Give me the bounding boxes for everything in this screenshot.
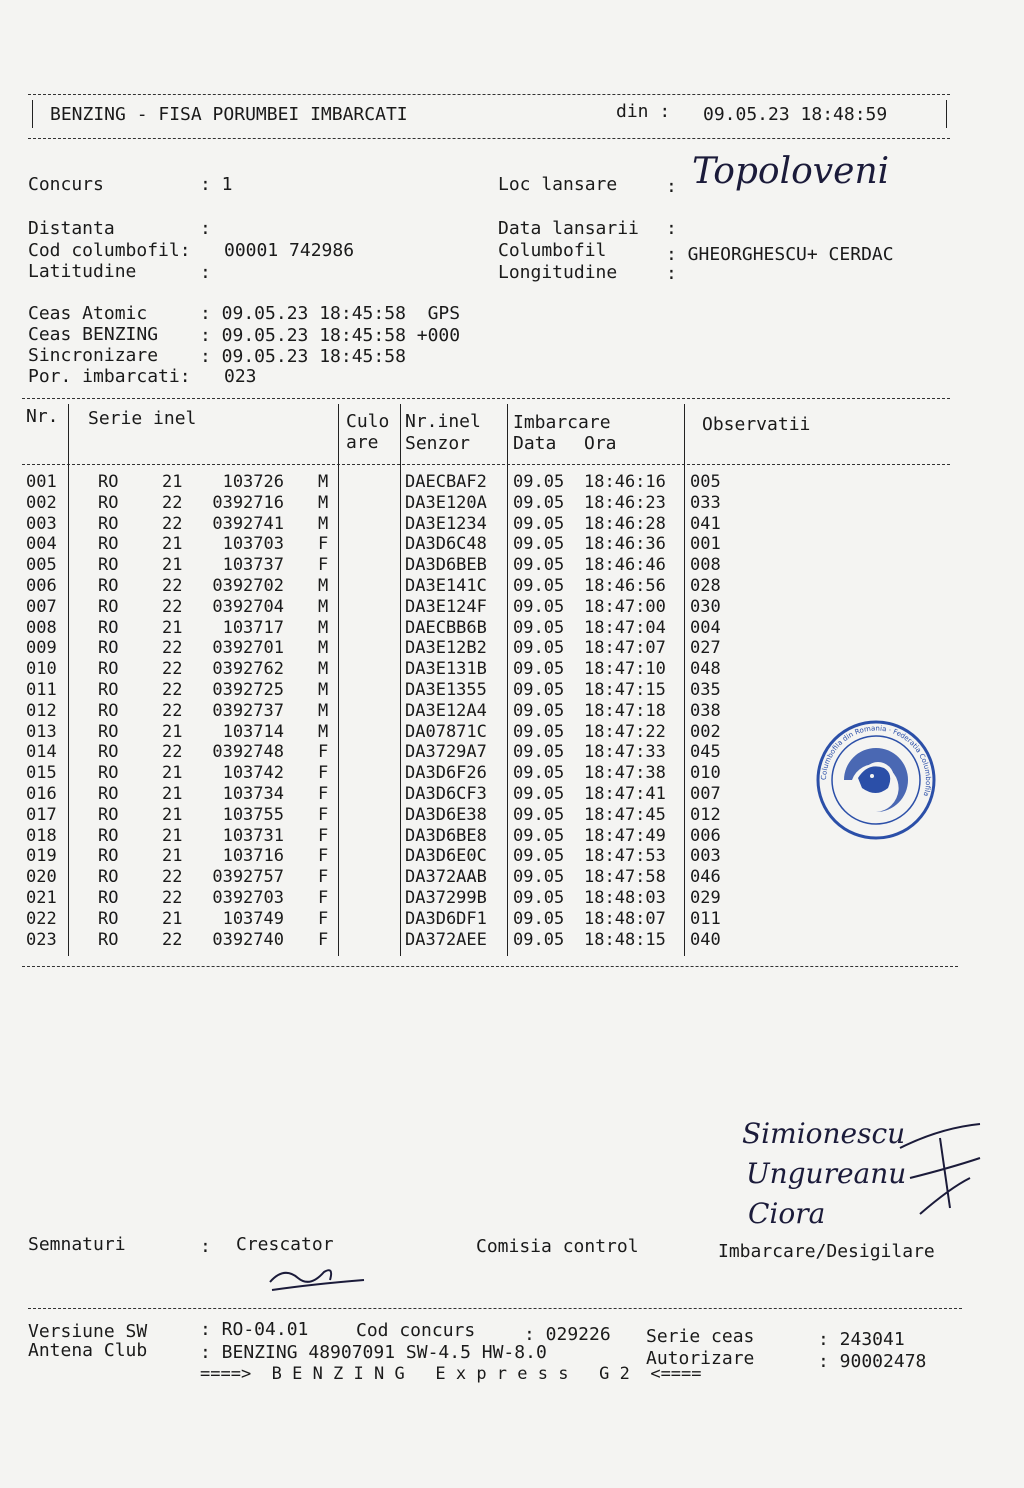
row-country: RO — [98, 555, 119, 576]
row-sex: M — [318, 659, 329, 680]
row-nr: 001 — [26, 472, 57, 492]
row-ring-number: 103742 — [222, 763, 284, 784]
row-sensor: DA3E131B — [405, 659, 487, 680]
row-sex: F — [318, 742, 329, 763]
row-sex: M — [318, 700, 329, 721]
row-year: 22 — [162, 513, 183, 534]
col-header-nr: Nr. — [26, 406, 59, 427]
row-sex: M — [318, 492, 329, 513]
latitudine-label: Latitudine — [28, 261, 137, 282]
data-lansarii-label: Data lansarii — [498, 218, 639, 239]
row-country: RO — [98, 846, 119, 867]
row-obs: 045 — [690, 742, 721, 763]
table-row — [22, 888, 952, 909]
row-nr: 006 — [26, 576, 57, 596]
row-sensor: DA3E1355 — [405, 680, 487, 700]
row-year: 21 — [162, 721, 183, 742]
row-sensor: DA3D6BEB — [405, 555, 487, 576]
row-sensor: DA3E124F — [405, 596, 487, 617]
row-nr: 021 — [26, 888, 57, 908]
row-sensor: DA3D6E38 — [405, 804, 487, 825]
row-date: 09.05 — [513, 472, 565, 492]
loc-lansare-label: Loc lansare — [498, 174, 618, 195]
row-year: 21 — [162, 804, 183, 825]
row-sex: M — [318, 576, 329, 596]
row-sensor: DA3E12B2 — [405, 638, 487, 659]
row-sensor: DA3D6E0C — [405, 846, 487, 867]
row-nr: 011 — [26, 680, 57, 700]
cod-columbofil-value: 00001 742986 — [224, 240, 355, 261]
row-obs: 002 — [690, 721, 721, 742]
row-time: 18:46:28 — [584, 513, 666, 534]
row-sensor: DA3E1234 — [405, 513, 487, 534]
autorizare-value: : 90002478 — [818, 1351, 927, 1372]
row-obs: 008 — [690, 555, 721, 576]
row-country: RO — [98, 721, 119, 742]
row-sensor: DA3D6BE8 — [405, 825, 487, 846]
row-sensor: DA3729A7 — [405, 742, 487, 763]
row-time: 18:47:15 — [584, 680, 666, 700]
table-row — [22, 534, 952, 555]
row-nr: 015 — [26, 763, 57, 784]
row-country: RO — [98, 534, 119, 555]
stamp-text: Columbofila din Romania · Federatia Columbofila — [819, 724, 933, 798]
col-header-observatii: Observatii — [702, 414, 811, 435]
row-date: 09.05 — [513, 888, 565, 908]
row-date: 09.05 — [513, 617, 565, 638]
row-time: 18:47:07 — [584, 638, 666, 659]
ceas-atomic-label: Ceas Atomic — [28, 303, 148, 324]
row-country: RO — [98, 784, 119, 804]
row-nr: 005 — [26, 555, 57, 576]
row-date: 09.05 — [513, 534, 565, 555]
row-time: 18:47:00 — [584, 596, 666, 617]
table-row — [22, 930, 952, 951]
row-year: 22 — [162, 742, 183, 763]
row-sensor: DAECBAF2 — [405, 472, 487, 492]
col-header-data: Data — [513, 433, 557, 454]
row-country: RO — [98, 804, 119, 825]
row-ring-number: 103731 — [222, 825, 284, 846]
row-ring-number: 103703 — [222, 534, 284, 555]
row-ring-number: 103714 — [222, 721, 284, 742]
autorizare-label: Autorizare — [646, 1348, 755, 1369]
row-time: 18:46:46 — [584, 555, 666, 576]
row-country: RO — [98, 742, 119, 763]
table-bottom-border — [22, 966, 958, 967]
row-obs: 033 — [690, 492, 721, 513]
table-row — [22, 638, 952, 659]
row-nr: 007 — [26, 596, 57, 617]
row-country: RO — [98, 888, 119, 908]
distanta-label: Distanta — [28, 218, 115, 239]
row-country: RO — [98, 472, 119, 492]
columbofil-value: : GHEORGHESCU+ CERDAC — [666, 244, 894, 265]
row-country: RO — [98, 680, 119, 700]
row-sensor: DA372AAB — [405, 867, 487, 888]
table-row — [22, 680, 952, 701]
row-nr: 003 — [26, 513, 57, 534]
row-country: RO — [98, 513, 119, 534]
col-header-imbarcare: Imbarcare — [513, 412, 611, 433]
latitudine-sep: : — [200, 262, 211, 283]
row-date: 09.05 — [513, 804, 565, 825]
row-sensor: DA3D6F26 — [405, 763, 487, 784]
signature-flourish — [880, 1118, 990, 1228]
table-row — [22, 597, 952, 618]
row-year: 21 — [162, 763, 183, 784]
row-sensor: DA07871C — [405, 721, 487, 742]
por-imbarcati-value: 023 — [224, 366, 257, 387]
table-row — [22, 722, 952, 743]
row-nr: 010 — [26, 659, 57, 680]
row-obs: 005 — [690, 472, 721, 492]
row-time: 18:46:16 — [584, 472, 666, 492]
row-ring-number: 0392702 — [212, 576, 284, 596]
row-ring-number: 0392762 — [212, 659, 284, 680]
col-header-culo: Culo — [346, 411, 390, 432]
col-header-serie-inel: Serie inel — [88, 408, 197, 429]
row-nr: 013 — [26, 721, 57, 742]
row-obs: 004 — [690, 617, 721, 638]
row-nr: 009 — [26, 638, 57, 659]
row-time: 18:47:33 — [584, 742, 666, 763]
row-ring-number: 0392737 — [212, 700, 284, 721]
sincronizare-value: : 09.05.23 18:45:58 — [200, 346, 406, 367]
row-sex: F — [318, 825, 329, 846]
table-top-border — [22, 398, 950, 399]
row-year: 22 — [162, 576, 183, 596]
row-sex: F — [318, 846, 329, 867]
row-year: 22 — [162, 638, 183, 659]
row-obs: 048 — [690, 659, 721, 680]
row-date: 09.05 — [513, 700, 565, 721]
federation-stamp — [814, 718, 938, 842]
row-date: 09.05 — [513, 555, 565, 576]
handwritten-signature-2: Ungureanu — [746, 1157, 907, 1190]
row-country: RO — [98, 659, 119, 680]
row-date: 09.05 — [513, 721, 565, 742]
row-time: 18:48:15 — [584, 929, 666, 950]
row-nr: 020 — [26, 867, 57, 888]
sincronizare-label: Sincronizare — [28, 345, 159, 366]
row-sex: M — [318, 721, 329, 742]
table-row — [22, 493, 952, 514]
row-time: 18:48:03 — [584, 888, 666, 908]
row-sex: F — [318, 555, 329, 576]
row-country: RO — [98, 763, 119, 784]
row-country: RO — [98, 867, 119, 888]
row-sensor: DA3D6C48 — [405, 534, 487, 555]
table-row — [22, 784, 952, 805]
row-sex: F — [318, 888, 329, 908]
versiune-sw-value: : RO-04.01 — [200, 1319, 309, 1340]
row-time: 18:46:23 — [584, 492, 666, 513]
row-country: RO — [98, 825, 119, 846]
row-time: 18:47:41 — [584, 784, 666, 804]
row-date: 09.05 — [513, 846, 565, 867]
row-obs: 028 — [690, 576, 721, 596]
table-row — [22, 846, 952, 867]
row-obs: 001 — [690, 534, 721, 555]
row-year: 22 — [162, 659, 183, 680]
row-date: 09.05 — [513, 576, 565, 596]
row-year: 22 — [162, 929, 183, 950]
row-nr: 002 — [26, 492, 57, 513]
longitudine-label: Longitudine — [498, 262, 618, 283]
header-right-border — [946, 100, 947, 128]
row-country: RO — [98, 638, 119, 659]
row-time: 18:47:04 — [584, 617, 666, 638]
por-imbarcati-label: Por. imbarcati: — [28, 366, 191, 387]
table-row — [22, 659, 952, 680]
row-date: 09.05 — [513, 763, 565, 784]
row-date: 09.05 — [513, 659, 565, 680]
row-time: 18:47:18 — [584, 700, 666, 721]
row-date: 09.05 — [513, 680, 565, 700]
row-nr: 023 — [26, 929, 57, 950]
col-header-nr-inel: Nr.inel — [405, 411, 481, 432]
cod-columbofil-label: Cod columbofil: — [28, 240, 191, 261]
row-sex: M — [318, 638, 329, 659]
row-ring-number: 0392725 — [212, 680, 284, 700]
row-obs: 012 — [690, 804, 721, 825]
row-country: RO — [98, 596, 119, 617]
benzing-express-line: ====> B E N Z I N G E x p r e s s G 2 <==== — [200, 1364, 702, 1384]
data-lansarii-sep: : — [666, 218, 677, 239]
row-obs: 038 — [690, 700, 721, 721]
table-row — [22, 867, 952, 888]
loc-lansare-sep: : — [666, 176, 677, 197]
row-obs: 041 — [690, 513, 721, 534]
handwritten-signature-1: Simionescu — [742, 1117, 906, 1150]
table-row — [22, 742, 952, 763]
table-row — [22, 805, 952, 826]
row-year: 21 — [162, 846, 183, 867]
row-sex: F — [318, 784, 329, 804]
semnaturi-label: Semnaturi — [28, 1234, 126, 1255]
row-sex: M — [318, 596, 329, 617]
row-date: 09.05 — [513, 929, 565, 950]
table-row — [22, 826, 952, 847]
loc-lansare-handwritten: Topoloveni — [692, 151, 890, 192]
row-time: 18:47:10 — [584, 659, 666, 680]
row-sensor: DA37299B — [405, 888, 487, 908]
row-year: 22 — [162, 680, 183, 700]
row-ring-number: 103716 — [222, 846, 284, 867]
header-bottom-border — [28, 138, 950, 139]
row-ring-number: 103755 — [222, 804, 284, 825]
row-date: 09.05 — [513, 825, 565, 846]
row-obs: 006 — [690, 825, 721, 846]
row-obs: 003 — [690, 846, 721, 867]
row-year: 21 — [162, 784, 183, 804]
row-ring-number: 103734 — [222, 784, 284, 804]
antena-club-value: : BENZING 48907091 SW-4.5 HW-8.0 — [200, 1342, 547, 1363]
row-sex: F — [318, 929, 329, 950]
row-date: 09.05 — [513, 492, 565, 513]
antena-club-label: Antena Club — [28, 1340, 148, 1361]
row-time: 18:47:58 — [584, 867, 666, 888]
row-time: 18:47:45 — [584, 804, 666, 825]
row-country: RO — [98, 576, 119, 596]
handwritten-signature-3: Ciora — [748, 1197, 826, 1230]
row-sex: F — [318, 867, 329, 888]
row-obs: 030 — [690, 596, 721, 617]
row-ring-number: 0392741 — [212, 513, 284, 534]
row-obs: 011 — [690, 908, 721, 929]
table-row — [22, 472, 952, 493]
row-nr: 019 — [26, 846, 57, 867]
row-ring-number: 0392757 — [212, 867, 284, 888]
row-ring-number: 103737 — [222, 555, 284, 576]
footer-top-border — [28, 1308, 962, 1309]
distanta-sep: : — [200, 218, 211, 239]
row-year: 22 — [162, 596, 183, 617]
crescator-signature — [264, 1262, 374, 1296]
row-nr: 016 — [26, 784, 57, 804]
row-date: 09.05 — [513, 867, 565, 888]
header-top-border — [28, 94, 950, 95]
row-sensor: DAECBB6B — [405, 617, 487, 638]
row-ring-number: 0392704 — [212, 596, 284, 617]
row-time: 18:46:56 — [584, 576, 666, 596]
row-sex: F — [318, 908, 329, 929]
row-obs: 046 — [690, 867, 721, 888]
row-nr: 004 — [26, 534, 57, 555]
row-date: 09.05 — [513, 908, 565, 929]
din-value: 09.05.23 18:48:59 — [703, 104, 888, 125]
col-header-ora: Ora — [584, 433, 617, 454]
row-time: 18:47:22 — [584, 721, 666, 742]
row-ring-number: 103749 — [222, 908, 284, 929]
row-ring-number: 0392748 — [212, 742, 284, 763]
col-header-are: are — [346, 432, 379, 453]
row-nr: 018 — [26, 825, 57, 846]
table-row — [22, 514, 952, 535]
row-country: RO — [98, 700, 119, 721]
row-country: RO — [98, 929, 119, 950]
row-sensor: DA3D6DF1 — [405, 908, 487, 929]
ceas-benzing-label: Ceas BENZING — [28, 324, 159, 345]
row-sex: F — [318, 763, 329, 784]
row-sensor: DA3D6CF3 — [405, 784, 487, 804]
row-date: 09.05 — [513, 596, 565, 617]
row-sensor: DA3E141C — [405, 576, 487, 596]
row-ring-number: 103726 — [222, 472, 284, 492]
header-left-border — [32, 100, 33, 128]
table-header-bottom-border — [22, 464, 950, 465]
row-nr: 017 — [26, 804, 57, 825]
serie-ceas-value: : 243041 — [818, 1329, 905, 1350]
row-nr: 012 — [26, 700, 57, 721]
table-row — [22, 909, 952, 930]
row-ring-number: 0392740 — [212, 929, 284, 950]
row-time: 18:47:38 — [584, 763, 666, 784]
row-year: 22 — [162, 700, 183, 721]
ceas-benzing-value: : 09.05.23 18:45:58 +000 — [200, 325, 461, 346]
table-row — [22, 763, 952, 784]
row-year: 21 — [162, 825, 183, 846]
crescator-label: Crescator — [236, 1234, 334, 1255]
row-year: 22 — [162, 888, 183, 908]
row-ring-number: 0392701 — [212, 638, 284, 659]
row-sensor: DA372AEE — [405, 929, 487, 950]
row-sensor: DA3E120A — [405, 492, 487, 513]
concurs-label: Concurs — [28, 174, 104, 195]
cod-concurs-label: Cod concurs — [356, 1320, 476, 1341]
ceas-atomic-value: : 09.05.23 18:45:58 GPS — [200, 303, 461, 324]
row-sex: M — [318, 513, 329, 534]
imbarcare-desigilare-label: Imbarcare/Desigilare — [718, 1241, 935, 1262]
row-sex: M — [318, 472, 329, 492]
concurs-value: : 1 — [200, 174, 233, 195]
row-year: 21 — [162, 534, 183, 555]
table-row — [22, 618, 952, 639]
row-obs: 035 — [690, 680, 721, 700]
document-title: BENZING - FISA PORUMBEI IMBARCATI — [50, 104, 408, 125]
row-nr: 014 — [26, 742, 57, 763]
row-year: 22 — [162, 492, 183, 513]
table-row — [22, 576, 952, 597]
row-obs: 027 — [690, 638, 721, 659]
row-obs: 010 — [690, 763, 721, 784]
row-country: RO — [98, 492, 119, 513]
versiune-sw-label: Versiune SW — [28, 1321, 148, 1342]
row-sex: F — [318, 534, 329, 555]
row-time: 18:47:49 — [584, 825, 666, 846]
row-obs: 040 — [690, 929, 721, 950]
row-sex: M — [318, 617, 329, 638]
row-ring-number: 103717 — [222, 617, 284, 638]
row-ring-number: 0392716 — [212, 492, 284, 513]
row-time: 18:46:36 — [584, 534, 666, 555]
columbofil-label: Columbofil — [498, 240, 607, 261]
row-nr: 008 — [26, 617, 57, 638]
cod-concurs-value: : 029226 — [524, 1324, 611, 1345]
row-sex: M — [318, 680, 329, 700]
row-country: RO — [98, 617, 119, 638]
row-year: 21 — [162, 617, 183, 638]
longitudine-sep: : — [666, 263, 677, 284]
row-sensor: DA3E12A4 — [405, 700, 487, 721]
row-obs: 029 — [690, 888, 721, 908]
row-date: 09.05 — [513, 638, 565, 659]
row-country: RO — [98, 908, 119, 929]
row-date: 09.05 — [513, 513, 565, 534]
row-date: 09.05 — [513, 742, 565, 763]
table-row — [22, 701, 952, 722]
row-time: 18:48:07 — [584, 908, 666, 929]
row-year: 21 — [162, 908, 183, 929]
serie-ceas-label: Serie ceas — [646, 1326, 755, 1347]
comisia-control-label: Comisia control — [476, 1236, 639, 1257]
row-year: 21 — [162, 555, 183, 576]
row-time: 18:47:53 — [584, 846, 666, 867]
row-year: 22 — [162, 867, 183, 888]
row-sex: F — [318, 804, 329, 825]
table-row — [22, 555, 952, 576]
row-date: 09.05 — [513, 784, 565, 804]
col-header-senzor: Senzor — [405, 433, 471, 454]
row-nr: 022 — [26, 908, 57, 929]
semnaturi-sep: : — [200, 1236, 211, 1257]
din-label: din : — [616, 101, 671, 122]
row-ring-number: 0392703 — [212, 888, 284, 908]
row-year: 21 — [162, 472, 183, 492]
row-obs: 007 — [690, 784, 721, 804]
